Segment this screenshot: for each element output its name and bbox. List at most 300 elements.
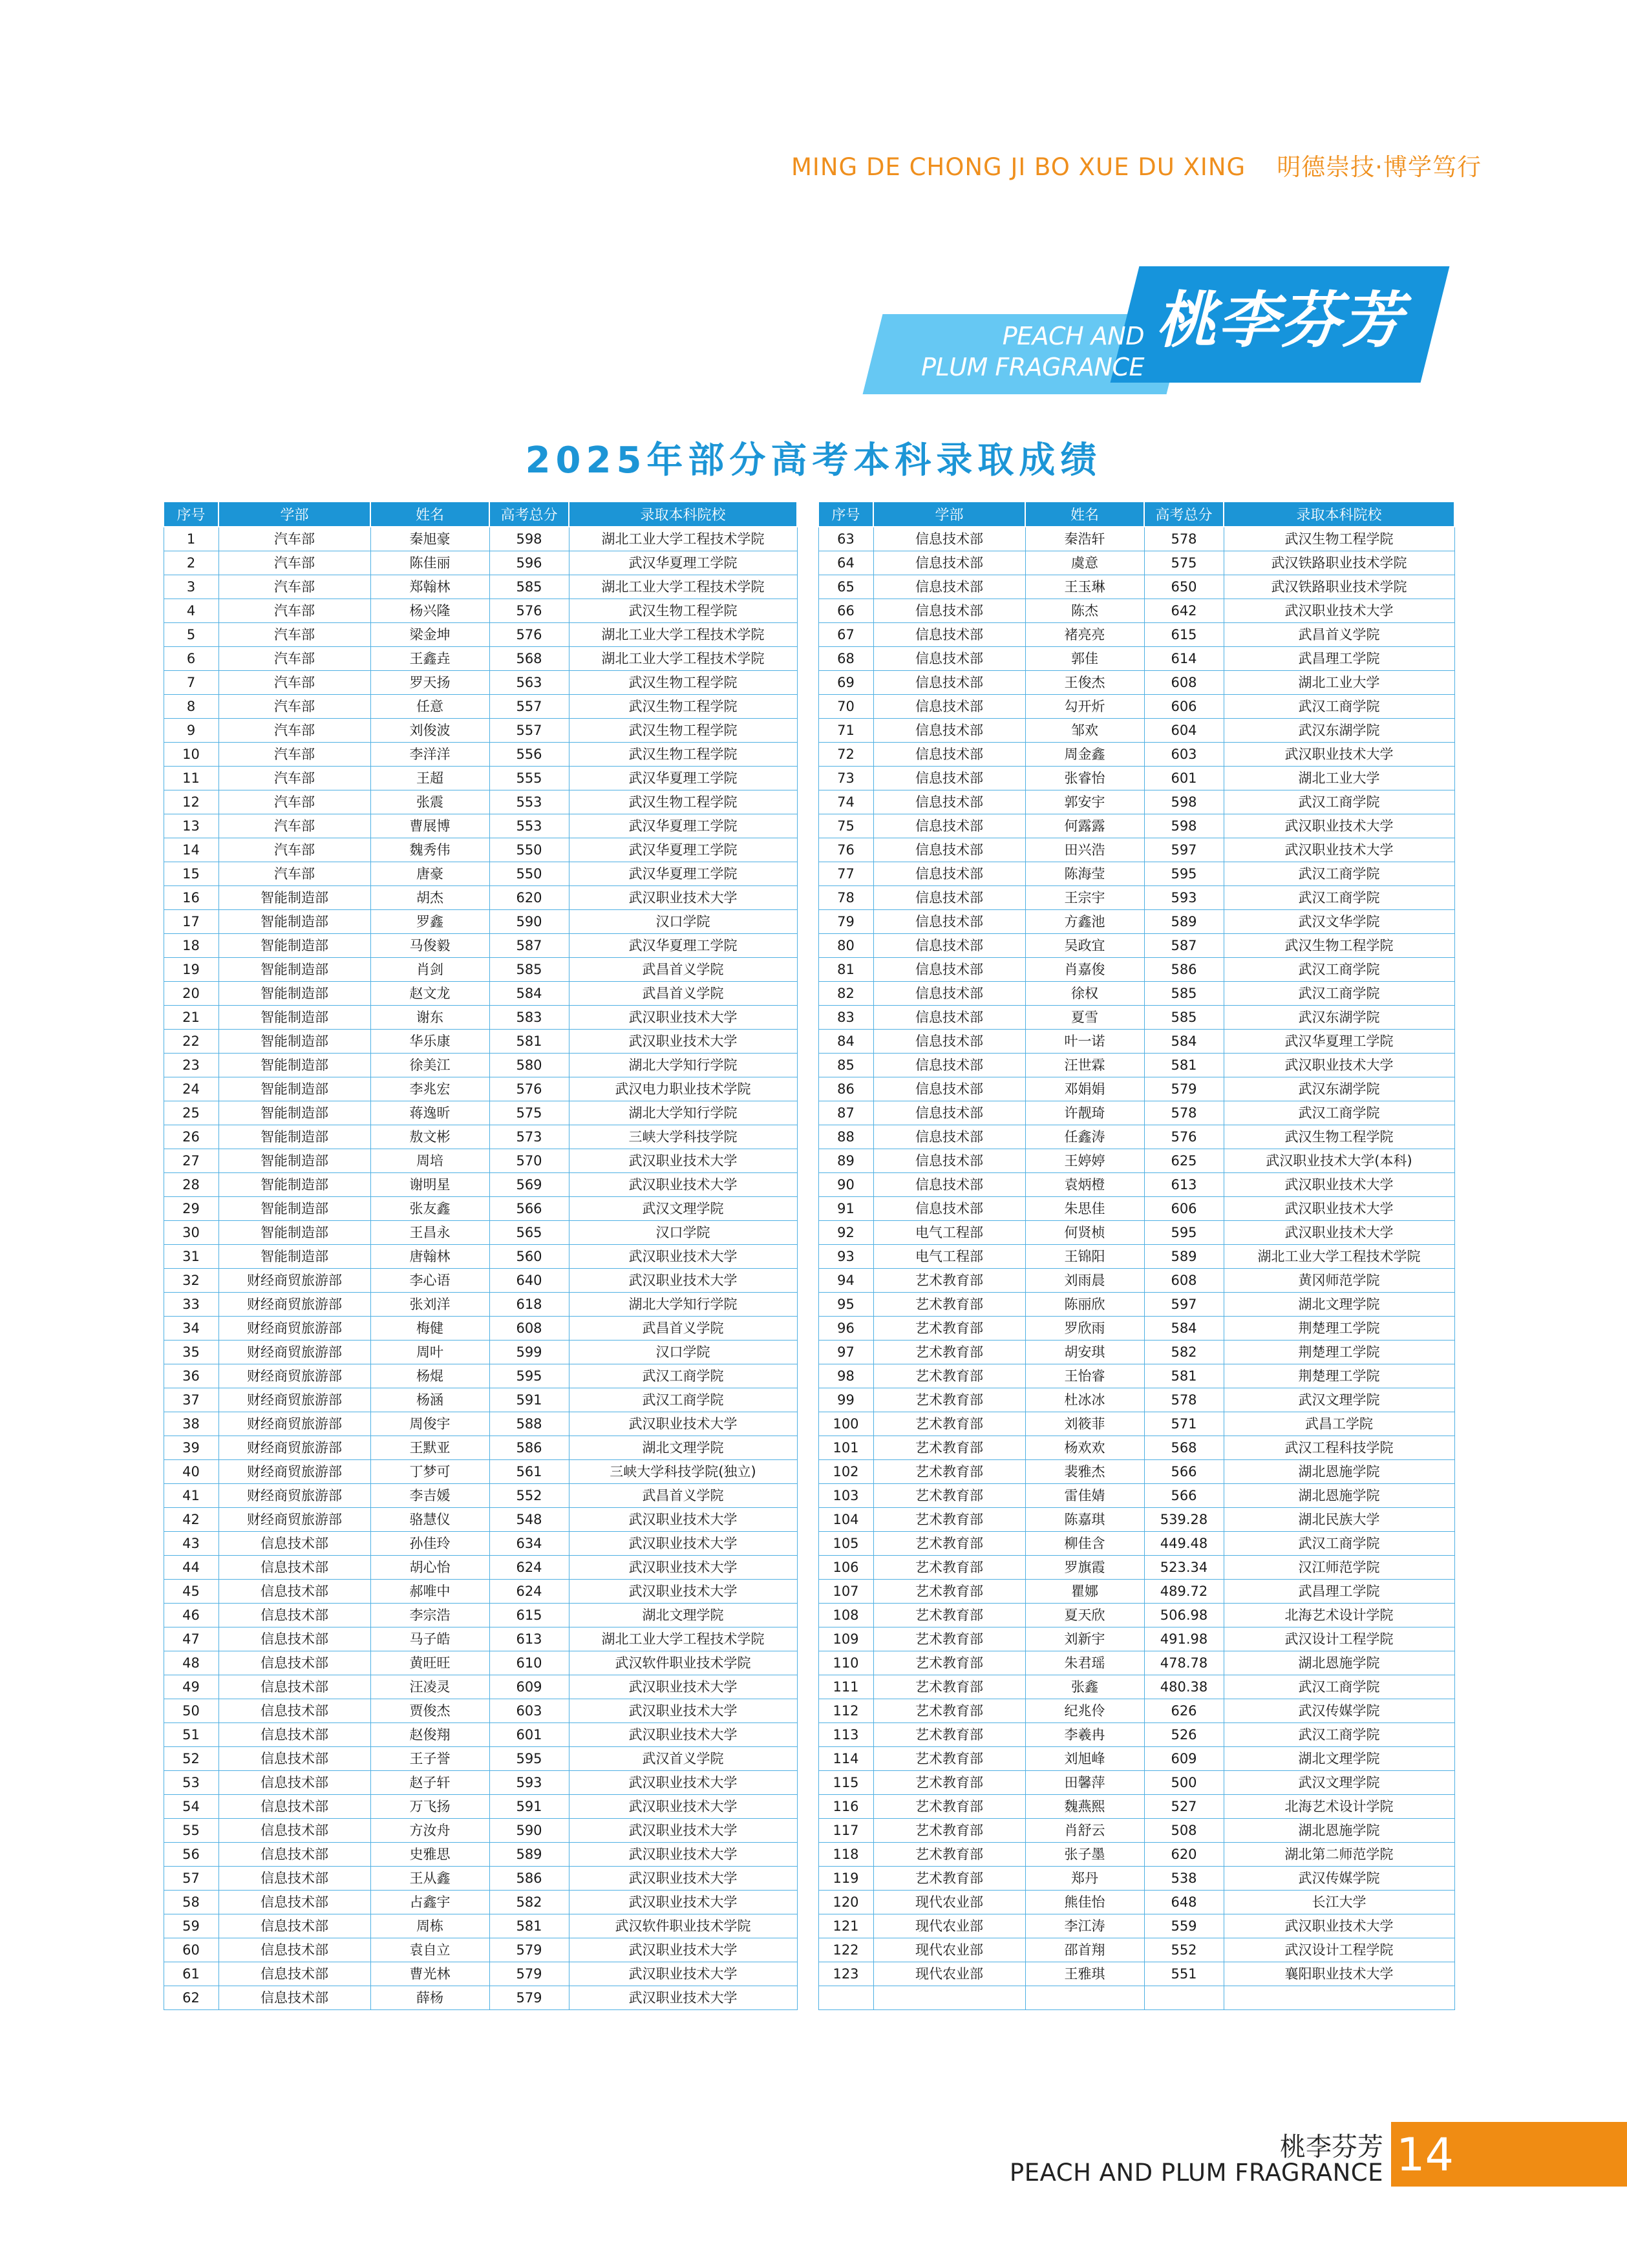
table-row — [164, 551, 797, 575]
department-cell: 智能制造部 — [218, 910, 370, 934]
table-row — [164, 1077, 797, 1101]
university-cell: 武汉职业技术大学 — [569, 1508, 797, 1532]
score-cell: 595 — [1144, 862, 1224, 886]
student-name-cell: 虞意 — [1025, 551, 1144, 575]
student-name-cell: 朱思佳 — [1025, 1197, 1144, 1221]
seq-cell: 97 — [818, 1341, 873, 1364]
score-cell: 606 — [1144, 695, 1224, 719]
student-name-cell: 徐美江 — [370, 1054, 489, 1077]
table-row — [164, 743, 797, 767]
department-cell: 信息技术部 — [873, 1054, 1025, 1077]
university-cell: 湖北恩施学院 — [1224, 1651, 1454, 1675]
university-cell: 武汉设计工程学院 — [1224, 1938, 1454, 1962]
table-row — [818, 1293, 1454, 1317]
department-cell: 汽车部 — [218, 767, 370, 790]
score-cell: 589 — [1144, 910, 1224, 934]
score-cell: 586 — [1144, 958, 1224, 982]
university-cell: 武汉职业技术大学 — [1224, 814, 1454, 838]
student-name-cell: 唐翰林 — [370, 1245, 489, 1269]
table-row — [164, 1699, 797, 1723]
student-name-cell: 罗旗霞 — [1025, 1556, 1144, 1580]
score-cell: 523.34 — [1144, 1556, 1224, 1580]
table-row — [164, 1604, 797, 1627]
score-cell: 595 — [489, 1747, 569, 1771]
university-cell: 武汉工商学院 — [569, 1364, 797, 1388]
score-cell: 579 — [489, 1986, 569, 2010]
seq-cell: 60 — [164, 1938, 218, 1962]
table-row — [818, 1030, 1454, 1054]
table-row — [164, 1891, 797, 1914]
university-cell: 湖北大学知行学院 — [569, 1054, 797, 1077]
table-row — [164, 1269, 797, 1293]
banner-english-line1: PEACH AND — [1002, 322, 1144, 350]
seq-cell: 31 — [164, 1245, 218, 1269]
department-cell: 财经商贸旅游部 — [218, 1436, 370, 1460]
university-cell: 襄阳职业技术大学 — [1224, 1962, 1454, 1986]
score-cell: 585 — [489, 575, 569, 599]
seq-cell: 78 — [818, 886, 873, 910]
score-cell: 500 — [1144, 1771, 1224, 1795]
department-cell: 艺术教育部 — [873, 1364, 1025, 1388]
student-name-cell: 刘俊波 — [370, 719, 489, 743]
score-cell: 449.48 — [1144, 1532, 1224, 1556]
university-cell: 武汉文理学院 — [1224, 1388, 1454, 1412]
table-row — [818, 1436, 1454, 1460]
student-name-cell: 郑翰林 — [370, 575, 489, 599]
table-row — [818, 1412, 1454, 1436]
university-cell: 湖北工业大学工程技术学院 — [1224, 1245, 1454, 1269]
student-name-cell: 李洋洋 — [370, 743, 489, 767]
university-cell: 武汉华夏理工学院 — [569, 767, 797, 790]
score-cell: 585 — [1144, 982, 1224, 1006]
university-cell: 武汉文华学院 — [1224, 910, 1454, 934]
university-cell: 武汉设计工程学院 — [1224, 1627, 1454, 1651]
seq-cell: 80 — [818, 934, 873, 958]
seq-cell: 68 — [818, 647, 873, 671]
table-row — [164, 1341, 797, 1364]
university-cell: 武昌理工学院 — [1224, 647, 1454, 671]
table-row — [164, 1675, 797, 1699]
university-cell: 湖北工业大学工程技术学院 — [569, 527, 797, 551]
student-name-cell: 占鑫宇 — [370, 1891, 489, 1914]
seq-cell: 43 — [164, 1532, 218, 1556]
university-cell: 武昌首义学院 — [569, 1317, 797, 1341]
header-motto: 明德崇技·博学笃行 — [1277, 153, 1482, 181]
table-row — [818, 790, 1454, 814]
score-cell: 480.38 — [1144, 1675, 1224, 1699]
table-row — [818, 743, 1454, 767]
table-row — [164, 1532, 797, 1556]
table-row — [164, 1030, 797, 1054]
university-cell: 武汉工商学院 — [1224, 1532, 1454, 1556]
seq-cell: 69 — [818, 671, 873, 695]
table-row — [164, 1627, 797, 1651]
empty-cell — [1025, 1986, 1144, 2010]
department-cell: 财经商贸旅游部 — [218, 1317, 370, 1341]
section-banner — [853, 259, 1474, 407]
department-cell: 财经商贸旅游部 — [218, 1388, 370, 1412]
score-cell: 601 — [489, 1723, 569, 1747]
score-cell: 595 — [1144, 1221, 1224, 1245]
seq-cell: 56 — [164, 1843, 218, 1867]
student-name-cell: 陈嘉琪 — [1025, 1508, 1144, 1532]
department-cell: 信息技术部 — [873, 1149, 1025, 1173]
department-cell: 现代农业部 — [873, 1938, 1025, 1962]
department-cell: 智能制造部 — [218, 1197, 370, 1221]
table-row — [818, 886, 1454, 910]
department-cell: 信息技术部 — [218, 1938, 370, 1962]
student-name-cell: 王默亚 — [370, 1436, 489, 1460]
score-cell: 553 — [489, 814, 569, 838]
score-cell: 620 — [489, 886, 569, 910]
table-row — [818, 1245, 1454, 1269]
student-name-cell: 杨欢欢 — [1025, 1436, 1144, 1460]
table-row — [818, 1149, 1454, 1173]
table-row — [164, 647, 797, 671]
seq-cell: 91 — [818, 1197, 873, 1221]
university-cell: 湖北民族大学 — [1224, 1508, 1454, 1532]
score-cell: 625 — [1144, 1149, 1224, 1173]
table-row — [164, 910, 797, 934]
score-cell: 626 — [1144, 1699, 1224, 1723]
table-row — [818, 1819, 1454, 1843]
department-cell: 汽车部 — [218, 599, 370, 623]
score-cell: 584 — [489, 982, 569, 1006]
department-cell: 艺术教育部 — [873, 1317, 1025, 1341]
score-cell: 624 — [489, 1556, 569, 1580]
student-name-cell: 梁金坤 — [370, 623, 489, 647]
score-cell: 552 — [1144, 1938, 1224, 1962]
seq-cell: 81 — [818, 958, 873, 982]
university-cell: 武汉软件职业技术学院 — [569, 1651, 797, 1675]
university-cell: 汉口学院 — [569, 1221, 797, 1245]
university-cell: 武汉工商学院 — [1224, 790, 1454, 814]
student-name-cell: 孙佳玲 — [370, 1532, 489, 1556]
table-row — [818, 1197, 1454, 1221]
student-name-cell: 魏秀伟 — [370, 838, 489, 862]
seq-cell: 74 — [818, 790, 873, 814]
seq-cell: 51 — [164, 1723, 218, 1747]
page-number: 14 — [1396, 2128, 1454, 2181]
university-cell: 湖北恩施学院 — [1224, 1484, 1454, 1508]
university-cell: 武汉东湖学院 — [1224, 1077, 1454, 1101]
seq-cell: 77 — [818, 862, 873, 886]
seq-cell: 105 — [818, 1532, 873, 1556]
department-cell: 信息技术部 — [218, 1771, 370, 1795]
column-header-score: 高考总分 — [489, 502, 569, 527]
column-header-seq: 序号 — [818, 502, 873, 527]
university-cell: 黄冈师范学院 — [1224, 1269, 1454, 1293]
department-cell: 财经商贸旅游部 — [218, 1460, 370, 1484]
department-cell: 艺术教育部 — [873, 1556, 1025, 1580]
table-row — [164, 1364, 797, 1388]
student-name-cell: 肖剑 — [370, 958, 489, 982]
table-row — [164, 1173, 797, 1197]
student-name-cell: 陈杰 — [1025, 599, 1144, 623]
table-row — [818, 1604, 1454, 1627]
table-row — [818, 1341, 1454, 1364]
table-row — [164, 1054, 797, 1077]
student-name-cell: 王从鑫 — [370, 1867, 489, 1891]
department-cell: 艺术教育部 — [873, 1293, 1025, 1317]
score-cell: 561 — [489, 1460, 569, 1484]
department-cell: 汽车部 — [218, 814, 370, 838]
table-row — [818, 1651, 1454, 1675]
university-cell: 湖北大学知行学院 — [569, 1293, 797, 1317]
university-cell: 武汉工商学院 — [569, 1388, 797, 1412]
department-cell: 财经商贸旅游部 — [218, 1269, 370, 1293]
university-cell: 武汉生物工程学院 — [569, 790, 797, 814]
table-row — [164, 671, 797, 695]
student-name-cell: 雷佳婧 — [1025, 1484, 1144, 1508]
column-header-university: 录取本科院校 — [569, 502, 797, 527]
university-cell: 武汉职业技术大学 — [1224, 838, 1454, 862]
score-cell: 557 — [489, 719, 569, 743]
score-cell: 553 — [489, 790, 569, 814]
table-row — [818, 1125, 1454, 1149]
seq-cell: 47 — [164, 1627, 218, 1651]
table-row — [818, 1699, 1454, 1723]
student-name-cell: 王玉琳 — [1025, 575, 1144, 599]
score-cell: 587 — [489, 934, 569, 958]
university-cell: 武汉职业技术大学 — [569, 1580, 797, 1604]
seq-cell: 102 — [818, 1460, 873, 1484]
university-cell: 武汉传媒学院 — [1224, 1699, 1454, 1723]
seq-cell: 13 — [164, 814, 218, 838]
department-cell: 智能制造部 — [218, 1125, 370, 1149]
seq-cell: 62 — [164, 1986, 218, 2010]
university-cell: 武汉职业技术大学 — [569, 1699, 797, 1723]
department-cell: 智能制造部 — [218, 1077, 370, 1101]
university-cell: 武汉工商学院 — [1224, 886, 1454, 910]
student-name-cell: 敖文彬 — [370, 1125, 489, 1149]
student-name-cell: 刘筱菲 — [1025, 1412, 1144, 1436]
seq-cell: 44 — [164, 1556, 218, 1580]
university-cell: 汉口学院 — [569, 1341, 797, 1364]
seq-cell: 103 — [818, 1484, 873, 1508]
score-cell: 590 — [489, 1819, 569, 1843]
table-row — [164, 1101, 797, 1125]
seq-cell: 75 — [818, 814, 873, 838]
university-cell: 武汉职业技术大学 — [1224, 743, 1454, 767]
table-row — [164, 1317, 797, 1341]
department-cell: 智能制造部 — [218, 1149, 370, 1173]
university-cell: 武汉职业技术大学(本科) — [1224, 1149, 1454, 1173]
department-cell: 信息技术部 — [873, 527, 1025, 551]
score-cell: 586 — [489, 1436, 569, 1460]
score-cell: 570 — [489, 1149, 569, 1173]
seq-cell: 48 — [164, 1651, 218, 1675]
score-cell: 598 — [1144, 790, 1224, 814]
seq-cell: 52 — [164, 1747, 218, 1771]
seq-cell: 85 — [818, 1054, 873, 1077]
seq-cell: 19 — [164, 958, 218, 982]
score-cell: 593 — [1144, 886, 1224, 910]
seq-cell: 9 — [164, 719, 218, 743]
table-row — [164, 1580, 797, 1604]
student-name-cell: 陈佳丽 — [370, 551, 489, 575]
score-cell: 585 — [1144, 1006, 1224, 1030]
university-cell: 湖北文理学院 — [569, 1436, 797, 1460]
table-row — [164, 1388, 797, 1412]
seq-cell: 3 — [164, 575, 218, 599]
student-name-cell: 柳佳含 — [1025, 1532, 1144, 1556]
student-name-cell: 裴雅杰 — [1025, 1460, 1144, 1484]
seq-cell: 90 — [818, 1173, 873, 1197]
university-cell: 武汉职业技术大学 — [569, 1723, 797, 1747]
table-row — [164, 934, 797, 958]
department-cell: 艺术教育部 — [873, 1675, 1025, 1699]
department-cell: 财经商贸旅游部 — [218, 1341, 370, 1364]
table-row — [164, 1819, 797, 1843]
department-cell: 财经商贸旅游部 — [218, 1508, 370, 1532]
student-name-cell: 王锦阳 — [1025, 1245, 1144, 1269]
seq-cell: 57 — [164, 1867, 218, 1891]
score-cell: 559 — [1144, 1914, 1224, 1938]
score-cell: 576 — [1144, 1125, 1224, 1149]
student-name-cell: 胡心怡 — [370, 1556, 489, 1580]
university-cell: 武汉文理学院 — [569, 1197, 797, 1221]
department-cell: 信息技术部 — [873, 1125, 1025, 1149]
student-name-cell: 郑丹 — [1025, 1867, 1144, 1891]
seq-cell: 24 — [164, 1077, 218, 1101]
table-row — [818, 695, 1454, 719]
department-cell: 信息技术部 — [873, 1101, 1025, 1125]
score-cell: 591 — [489, 1795, 569, 1819]
score-cell: 585 — [489, 958, 569, 982]
student-name-cell: 王昌永 — [370, 1221, 489, 1245]
table-row — [164, 1149, 797, 1173]
university-cell: 湖北工业大学工程技术学院 — [569, 623, 797, 647]
score-cell: 575 — [489, 1101, 569, 1125]
department-cell: 信息技术部 — [873, 838, 1025, 862]
seq-cell: 8 — [164, 695, 218, 719]
seq-cell: 123 — [818, 1962, 873, 1986]
university-cell: 湖北工业大学 — [1224, 671, 1454, 695]
score-cell: 609 — [1144, 1747, 1224, 1771]
empty-table-row — [818, 1986, 1454, 2010]
department-cell: 信息技术部 — [218, 1556, 370, 1580]
student-name-cell: 刘新宇 — [1025, 1627, 1144, 1651]
score-cell: 573 — [489, 1125, 569, 1149]
university-cell: 武昌首义学院 — [569, 982, 797, 1006]
student-name-cell: 王子誉 — [370, 1747, 489, 1771]
seq-cell: 99 — [818, 1388, 873, 1412]
score-cell: 583 — [489, 1006, 569, 1030]
student-name-cell: 许靓琦 — [1025, 1101, 1144, 1125]
seq-cell: 41 — [164, 1484, 218, 1508]
department-cell: 信息技术部 — [873, 958, 1025, 982]
table-row — [164, 1723, 797, 1747]
seq-cell: 72 — [818, 743, 873, 767]
university-cell: 三峡大学科技学院 — [569, 1125, 797, 1149]
table-row — [818, 1914, 1454, 1938]
department-cell: 信息技术部 — [873, 623, 1025, 647]
seq-cell: 98 — [818, 1364, 873, 1388]
score-cell: 548 — [489, 1508, 569, 1532]
department-cell: 信息技术部 — [218, 1532, 370, 1556]
department-cell: 艺术教育部 — [873, 1747, 1025, 1771]
department-cell: 智能制造部 — [218, 934, 370, 958]
table-row — [164, 1938, 797, 1962]
table-row — [818, 1843, 1454, 1867]
student-name-cell: 曹光林 — [370, 1962, 489, 1986]
student-name-cell: 蒋逸昕 — [370, 1101, 489, 1125]
student-name-cell: 周叶 — [370, 1341, 489, 1364]
seq-cell: 101 — [818, 1436, 873, 1460]
score-cell: 598 — [489, 527, 569, 551]
table-row — [164, 1006, 797, 1030]
table-row — [164, 1962, 797, 1986]
score-cell: 591 — [489, 1388, 569, 1412]
score-cell: 563 — [489, 671, 569, 695]
student-name-cell: 任意 — [370, 695, 489, 719]
university-cell: 武汉软件职业技术学院 — [569, 1914, 797, 1938]
score-cell: 598 — [1144, 814, 1224, 838]
score-cell: 581 — [489, 1030, 569, 1054]
university-cell: 武汉生物工程学院 — [1224, 527, 1454, 551]
seq-cell: 84 — [818, 1030, 873, 1054]
student-name-cell: 罗天扬 — [370, 671, 489, 695]
department-cell: 财经商贸旅游部 — [218, 1412, 370, 1436]
student-name-cell: 谢东 — [370, 1006, 489, 1030]
university-cell: 武汉职业技术大学 — [569, 1149, 797, 1173]
department-cell: 汽车部 — [218, 671, 370, 695]
student-name-cell: 肖嘉俊 — [1025, 958, 1144, 982]
banner-chinese: 桃李芬芳 — [1155, 286, 1404, 356]
table-row — [164, 1245, 797, 1269]
seq-cell: 63 — [818, 527, 873, 551]
student-name-cell: 薛杨 — [370, 1986, 489, 2010]
seq-cell: 79 — [818, 910, 873, 934]
seq-cell: 34 — [164, 1317, 218, 1341]
seq-cell: 95 — [818, 1293, 873, 1317]
university-cell: 武汉职业技术大学 — [1224, 1054, 1454, 1077]
department-cell: 信息技术部 — [873, 767, 1025, 790]
department-cell: 信息技术部 — [873, 1077, 1025, 1101]
university-cell: 武昌首义学院 — [569, 1484, 797, 1508]
department-cell: 财经商贸旅游部 — [218, 1293, 370, 1317]
university-cell: 武昌首义学院 — [569, 958, 797, 982]
seq-cell: 108 — [818, 1604, 873, 1627]
table-row — [164, 1795, 797, 1819]
score-cell: 576 — [489, 623, 569, 647]
university-cell: 武汉华夏理工学院 — [569, 862, 797, 886]
seq-cell: 66 — [818, 599, 873, 623]
table-row — [818, 719, 1454, 743]
student-name-cell: 肖舒云 — [1025, 1819, 1144, 1843]
table-row — [818, 1556, 1454, 1580]
student-name-cell: 万飞扬 — [370, 1795, 489, 1819]
student-name-cell: 罗鑫 — [370, 910, 489, 934]
score-cell: 576 — [489, 1077, 569, 1101]
score-cell: 550 — [489, 838, 569, 862]
university-cell: 武汉生物工程学院 — [1224, 934, 1454, 958]
university-cell: 武汉工商学院 — [1224, 982, 1454, 1006]
table-row — [818, 1269, 1454, 1293]
university-cell: 武汉东湖学院 — [1224, 719, 1454, 743]
university-cell: 湖北工业大学 — [1224, 767, 1454, 790]
table-row — [164, 719, 797, 743]
university-cell: 武汉职业技术大学 — [569, 1245, 797, 1269]
student-name-cell: 邹欢 — [1025, 719, 1144, 743]
score-cell: 566 — [489, 1197, 569, 1221]
score-cell: 618 — [489, 1293, 569, 1317]
department-cell: 现代农业部 — [873, 1962, 1025, 1986]
seq-cell: 18 — [164, 934, 218, 958]
department-cell: 信息技术部 — [873, 982, 1025, 1006]
score-cell: 582 — [1144, 1341, 1224, 1364]
